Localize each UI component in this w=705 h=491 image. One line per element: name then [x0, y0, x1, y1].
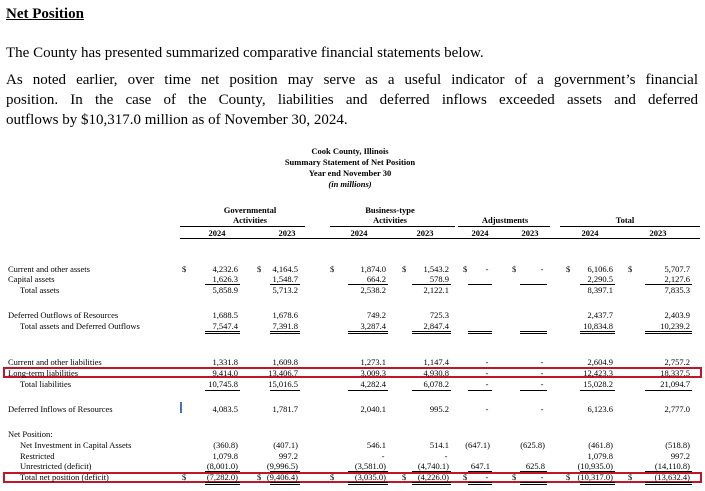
cell-value: 1,543.2	[423, 264, 449, 274]
cell-dash: -	[540, 404, 544, 414]
intro-paragraph: The County has presented summarized comparative financial statements below.	[6, 45, 484, 61]
total-rule	[468, 390, 492, 391]
cell-value: 749.2	[366, 310, 386, 320]
cell-value: 10,745.8	[208, 379, 238, 389]
cell-value: (407.1)	[273, 440, 298, 450]
row-label: Capital assets	[8, 274, 55, 284]
total-rule	[645, 482, 692, 483]
cell-value: (4,226.0)	[417, 472, 449, 482]
cell-value: 3,287.4	[360, 321, 386, 331]
cell-value: 7,547.4	[212, 321, 238, 331]
total-rule	[270, 284, 300, 285]
cell-value: 2,127.6	[664, 274, 690, 284]
cell-value: 13,406.7	[268, 368, 298, 378]
dollar-sign: $	[566, 264, 571, 274]
dollar-sign: $	[628, 472, 633, 482]
total-rule	[468, 333, 492, 334]
cell-value: 2,538.2	[360, 285, 386, 295]
row-label: Restricted	[20, 451, 55, 461]
cell-value: 1,548.7	[272, 274, 298, 284]
cell-value: (9,996.5)	[266, 461, 298, 471]
total-rule	[580, 284, 615, 285]
total-rule	[468, 484, 492, 485]
cell-value: 997.2	[278, 451, 298, 461]
cell-value: 9,414.0	[212, 368, 238, 378]
total-rule	[520, 390, 547, 391]
total-rule	[580, 484, 615, 485]
cell-dash: -	[485, 357, 489, 367]
cell-dash: -	[540, 368, 544, 378]
total-rule	[348, 331, 388, 332]
cell-value: 2,604.9	[587, 357, 613, 367]
cell-value: (13,632.4)	[654, 472, 690, 482]
cell-value: 578.9	[429, 274, 449, 284]
year-header: 2023	[649, 228, 667, 238]
total-rule	[270, 482, 300, 483]
dollar-sign: $	[330, 472, 335, 482]
total-rule	[348, 484, 388, 485]
dollar-sign: $	[566, 472, 571, 482]
cell-value: 4,282.4	[360, 379, 386, 389]
cell-value: 1,331.8	[212, 357, 238, 367]
cell-value: 1,609.8	[272, 357, 298, 367]
cell-value: 1,781.7	[272, 404, 298, 414]
column-group-label: Adjustments	[481, 215, 529, 225]
header-rule	[458, 226, 550, 227]
total-rule	[270, 471, 300, 472]
year-header: 2023	[416, 228, 434, 238]
cell-value: 2,847.4	[423, 321, 449, 331]
cell-value: (647.1)	[465, 440, 490, 450]
cell-dash: -	[485, 264, 489, 274]
cell-value: 10,239.2	[660, 321, 690, 331]
total-rule	[205, 284, 240, 285]
cell-value: (8,001.0)	[206, 461, 238, 471]
cell-dash: -	[444, 451, 448, 461]
total-rule	[205, 484, 240, 485]
total-rule	[520, 331, 547, 332]
cell-value: 1,079.8	[212, 451, 238, 461]
total-rule	[205, 482, 240, 483]
dollar-sign: $	[257, 264, 262, 274]
cell-dash: -	[381, 451, 385, 461]
cell-value: 1,688.5	[212, 310, 238, 320]
cell-value: 625.8	[525, 461, 545, 471]
total-rule	[645, 390, 692, 391]
header-rule	[180, 226, 305, 227]
total-rule	[580, 333, 615, 334]
row-label: Net Position:	[8, 429, 53, 439]
row-label: Deferred Inflows of Resources	[8, 404, 113, 414]
dollar-sign: $	[257, 472, 262, 482]
total-rule	[348, 390, 388, 391]
dollar-sign: $	[182, 264, 187, 274]
total-rule	[412, 331, 451, 332]
statement-unit: (in millions)	[328, 179, 372, 189]
cell-value: 1,273.1	[360, 357, 386, 367]
cell-value: 995.2	[429, 404, 449, 414]
cell-value: 4,930.8	[423, 368, 449, 378]
cell-value: 15,028.2	[583, 379, 613, 389]
cell-value: 1,874.0	[360, 264, 386, 274]
row-label: Total liabilities	[20, 379, 72, 389]
total-rule	[412, 333, 451, 334]
year-header: 2024	[581, 228, 599, 238]
cell-value: 6,123.6	[587, 404, 613, 414]
cell-value: 10,834.8	[583, 321, 613, 331]
dollar-sign: $	[402, 472, 407, 482]
column-group-label: Total	[615, 215, 635, 225]
total-rule	[520, 284, 547, 285]
year-header: 2023	[521, 228, 539, 238]
column-group-label: Activities	[373, 215, 407, 225]
row-label: Total assets and Deferred Outflows	[20, 321, 140, 331]
total-rule	[468, 482, 492, 483]
paragraph-line: position. In the case of the County, liabilities and deferred inflows exceeded assets and deferred	[6, 92, 698, 108]
total-rule	[645, 331, 692, 332]
total-rule	[520, 482, 547, 483]
total-rule	[468, 331, 492, 332]
dollar-sign: $	[463, 264, 468, 274]
cell-value: 15,016.5	[268, 379, 298, 389]
total-rule	[580, 482, 615, 483]
total-rule	[348, 333, 388, 334]
cell-dash: -	[485, 379, 489, 389]
cell-value: (4,740.1)	[417, 461, 449, 471]
dollar-sign: $	[182, 472, 187, 482]
total-rule	[468, 284, 492, 285]
dollar-sign: $	[628, 264, 633, 274]
cell-value: 8,397.1	[587, 285, 613, 295]
cell-value: 7,835.3	[664, 285, 690, 295]
cell-dash: -	[540, 472, 544, 482]
column-group-label: Business-type	[365, 205, 415, 215]
cell-value: 664.2	[366, 274, 386, 284]
cell-dash: -	[540, 379, 544, 389]
cell-dash: -	[485, 404, 489, 414]
row-label: Deferred Outflows of Resources	[8, 310, 119, 320]
total-rule	[645, 471, 692, 472]
row-label: Total assets	[20, 285, 60, 295]
total-rule	[580, 471, 615, 472]
total-rule	[270, 333, 300, 334]
cell-value: 514.1	[429, 440, 449, 450]
total-rule	[205, 333, 240, 334]
row-label: Current and other liabilities	[8, 357, 102, 367]
header-rule	[180, 238, 700, 239]
dollar-sign: $	[463, 472, 468, 482]
dollar-sign: $	[330, 264, 335, 274]
cell-value: 5,713.2	[272, 285, 298, 295]
row-label: Current and other assets	[8, 264, 90, 274]
total-rule	[412, 471, 451, 472]
total-rule	[580, 390, 615, 391]
row-label: Net Investment in Capital Assets	[20, 440, 132, 450]
cell-value: 546.1	[366, 440, 386, 450]
total-rule	[412, 390, 451, 391]
total-rule	[520, 471, 547, 472]
total-rule	[645, 333, 692, 334]
cell-value: 4,164.5	[272, 264, 298, 274]
column-group-label: Activities	[233, 215, 267, 225]
cell-value: 21,094.7	[660, 379, 690, 389]
total-rule	[580, 331, 615, 332]
cell-value: 6,106.6	[587, 264, 613, 274]
cell-dash: -	[485, 472, 489, 482]
cell-value: (10,317.0)	[577, 472, 613, 482]
row-label: Long-term liabilities	[8, 368, 79, 378]
cell-value: (3,035.0)	[354, 472, 386, 482]
year-header: 2023	[278, 228, 296, 238]
column-group-label: Governmental	[223, 205, 277, 215]
cell-value: 7,391.8	[272, 321, 298, 331]
cell-value: 18,337.5	[660, 368, 690, 378]
total-rule	[270, 484, 300, 485]
cell-value: 2,437.7	[587, 310, 613, 320]
dollar-sign: $	[512, 472, 517, 482]
total-rule	[270, 390, 300, 391]
cell-value: (7,282.0)	[206, 472, 238, 482]
cell-value: (10,935.0)	[577, 461, 613, 471]
cell-value: 4,232.6	[212, 264, 238, 274]
statement-title: Cook County, Illinois	[311, 146, 389, 156]
total-rule	[348, 482, 388, 483]
statement-subtitle: Summary Statement of Net Position	[284, 157, 416, 167]
total-rule	[520, 484, 547, 485]
cell-value: (461.8)	[588, 440, 613, 450]
cell-value: 12,423.3	[583, 368, 613, 378]
section-heading: Net Position	[6, 6, 84, 22]
row-label: Total net position (deficit)	[20, 472, 109, 482]
cell-value: 3,009.3	[360, 368, 386, 378]
cell-dash: -	[540, 264, 544, 274]
cell-value: 2,122.1	[423, 285, 449, 295]
total-rule	[520, 333, 547, 334]
cell-value: 647.1	[470, 461, 490, 471]
cell-value: 725.3	[429, 310, 449, 320]
paragraph-line: As noted earlier, over time net position may serve as a useful indicator of a government’s financial	[6, 72, 698, 88]
cell-value: (360.8)	[213, 440, 238, 450]
cell-value: 1,678.6	[272, 310, 298, 320]
paragraph-line: outflows by $10,317.0 million as of November 30, 2024.	[6, 112, 348, 128]
cell-value: 997.2	[670, 451, 690, 461]
total-rule	[645, 284, 692, 285]
cell-value: (518.8)	[665, 440, 690, 450]
cell-value: 1,079.8	[587, 451, 613, 461]
cell-value: (3,581.0)	[354, 461, 386, 471]
cell-value: 6,078.2	[423, 379, 449, 389]
total-rule	[468, 471, 492, 472]
total-rule	[412, 482, 451, 483]
cell-value: 1,147.4	[423, 357, 449, 367]
cell-value: (14,110.8)	[654, 461, 690, 471]
cell-value: 2,403.9	[664, 310, 690, 320]
year-header: 2024	[208, 228, 226, 238]
dollar-sign: $	[512, 264, 517, 274]
total-rule	[348, 471, 388, 472]
cell-value: 2,290.5	[587, 274, 613, 284]
cell-value: (9,406.4)	[266, 472, 298, 482]
total-rule	[205, 390, 240, 391]
total-rule	[348, 284, 388, 285]
total-rule	[412, 484, 451, 485]
cell-value: 2,040.1	[360, 404, 386, 414]
cell-value: 4,083.5	[212, 404, 238, 414]
cell-value: 5,707.7	[664, 264, 690, 274]
year-header: 2024	[471, 228, 489, 238]
cell-value: (625.8)	[520, 440, 545, 450]
total-rule	[412, 284, 451, 285]
header-rule	[560, 226, 700, 227]
total-rule	[205, 331, 240, 332]
header-rule	[330, 226, 455, 227]
statement-period: Year end November 30	[308, 168, 392, 178]
row-label: Unrestricted (deficit)	[20, 461, 92, 471]
cell-dash: -	[540, 357, 544, 367]
cell-value: 2,757.2	[664, 357, 690, 367]
dollar-sign: $	[402, 264, 407, 274]
cell-dash: -	[485, 368, 489, 378]
total-rule	[270, 331, 300, 332]
cell-value: 2,777.0	[664, 404, 690, 414]
year-header: 2024	[350, 228, 368, 238]
total-rule	[645, 484, 692, 485]
total-rule	[205, 471, 240, 472]
cell-value: 5,858.9	[212, 285, 238, 295]
cell-value: 1,626.3	[212, 274, 238, 284]
